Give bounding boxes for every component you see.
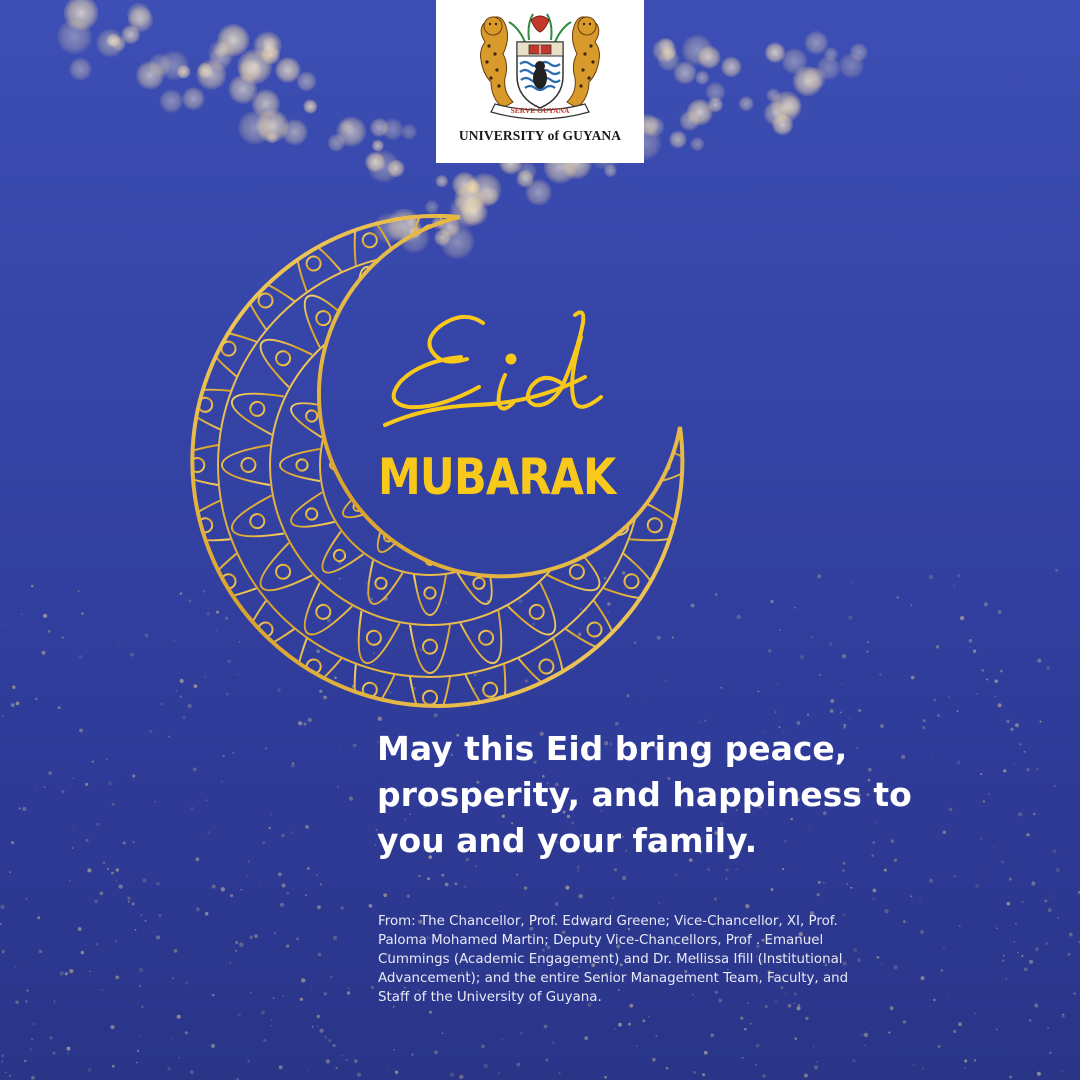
from-line: Staff of the University of Guyana. (378, 990, 602, 1005)
university-logo (436, 0, 644, 163)
greeting-line: you and your family. (377, 821, 758, 860)
svg-text:SERVE GUYANA: SERVE GUYANA (510, 106, 570, 115)
from-line: Advancement); and the entire Senior Management Team, Faculty, and (378, 971, 849, 986)
from-signatories (378, 912, 918, 1007)
greeting-line: prosperity, and happiness to (377, 775, 912, 814)
university-name: UNIVERSITY of GUYANA (458, 128, 622, 143)
university-crest-icon (465, 12, 615, 124)
from-line: Paloma Mohamed Martin; Deputy Vice-Chancellors, Prof . Emanuel (378, 933, 824, 948)
mubarak-title: MUBARAK (378, 448, 616, 506)
greeting-line: May this Eid bring peace, (377, 729, 848, 768)
from-line: From: The Chancellor, Prof. Edward Greene; Vice-Chancellor, XI, Prof. (378, 914, 838, 929)
eid-script-title (355, 295, 655, 455)
greeting-message (377, 726, 997, 864)
from-line: Cummings (Academic Engagement) and Dr. Mellissa Ifill (Institutional (378, 952, 843, 967)
